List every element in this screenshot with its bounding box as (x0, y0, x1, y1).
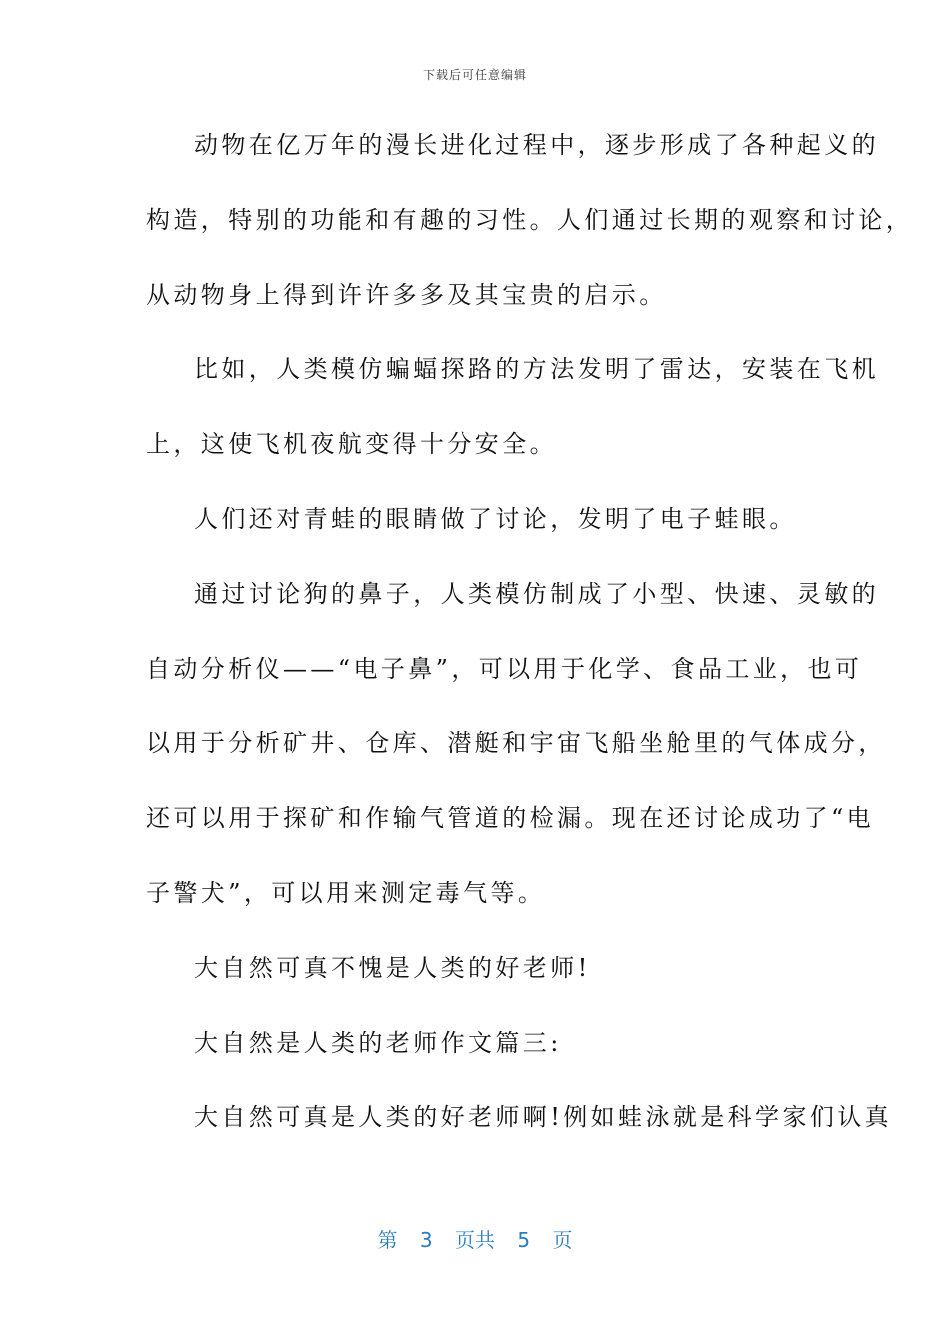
text-line: 从动物身上得到许许多多及其宝贵的启示。 (146, 280, 667, 309)
text-line: 人们还对青蛙的眼睛做了讨论，发明了电子蛙眼。 (194, 504, 797, 533)
text-line: 大自然可真是人类的好老师啊!例如蛙泳就是科学家们认真 (194, 1103, 893, 1132)
page-number-footer (0, 1224, 950, 1253)
page-header: 下载后可任意编辑 (422, 68, 527, 82)
text-line: 大自然是人类的老师作文篇三: (194, 1028, 562, 1057)
text-line: 自动分析仪——“电子鼻”，可以用于化学、食品工业，也可 (146, 654, 863, 683)
page-prefix: 第 (377, 1228, 398, 1252)
text-line: 通过讨论狗的鼻子，人类模仿制成了小型、快速、灵敏的 (194, 579, 879, 608)
text-line: 子警犬”，可以用来测定毒气等。 (146, 878, 546, 907)
text-line: 还可以用于探矿和作输气管道的检漏。现在还讨论成功了“电 (146, 804, 875, 833)
page-suffix: 页 (552, 1228, 573, 1252)
text-line: 以用于分析矿井、仓库、潜艇和宇宙飞船坐舱里的气体成分， (146, 729, 886, 758)
page-total: 5 (517, 1228, 531, 1252)
page-middle: 页共 (455, 1228, 495, 1252)
text-line: 上，这使飞机夜航变得十分安全。 (146, 430, 557, 459)
page-current: 3 (419, 1228, 433, 1252)
text-line: 比如，人类模仿蝙蝠探路的方法发明了雷达，安装在飞机 (194, 355, 879, 384)
text-line: 动物在亿万年的漫长进化过程中，逐步形成了各种起义的 (194, 131, 879, 159)
text-line: 构造，特别的功能和有趣的习性。人们通过长期的观察和讨论， (146, 205, 914, 234)
body-text (146, 118, 914, 1165)
text-line: 大自然可真不愧是人类的好老师! (194, 953, 591, 982)
